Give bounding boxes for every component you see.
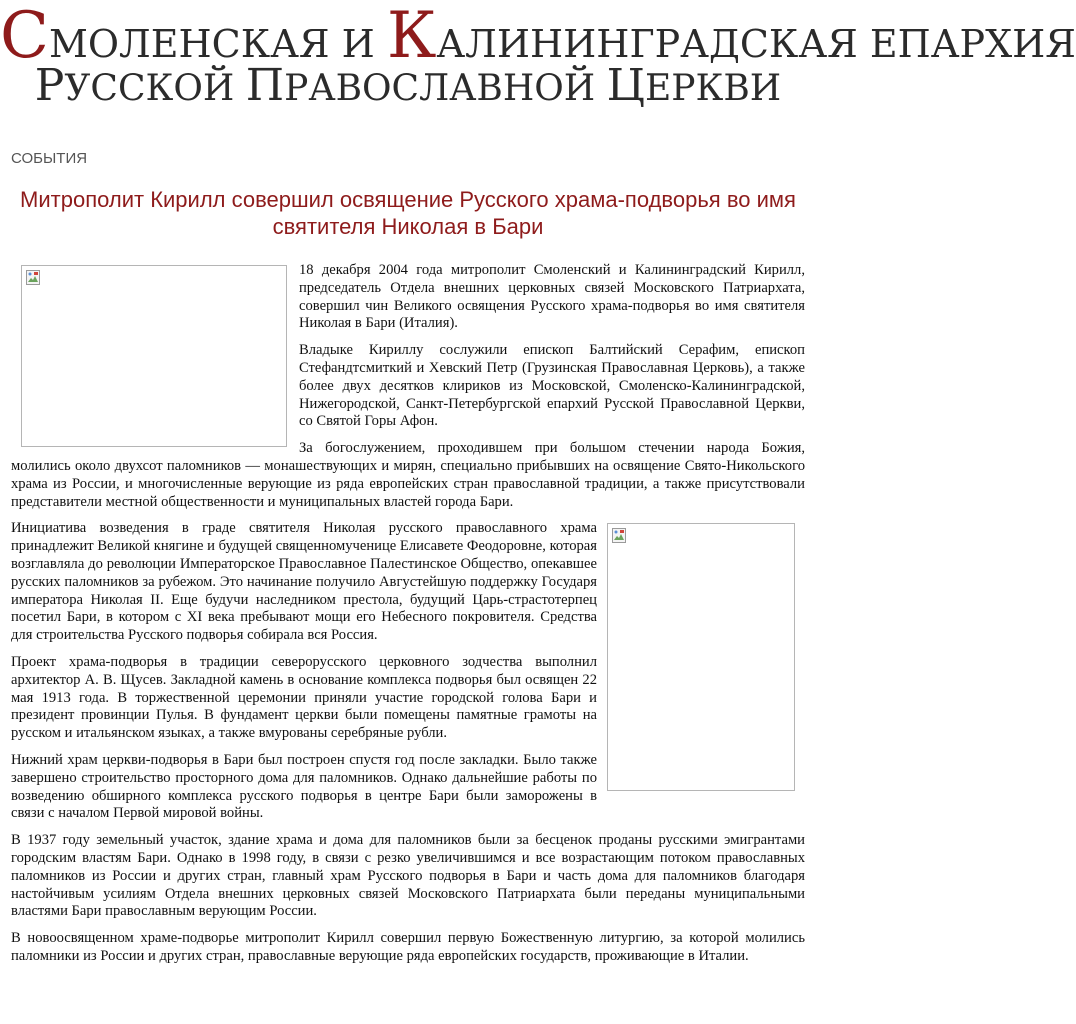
site-header bbox=[0, 0, 1076, 120]
article-body bbox=[11, 262, 805, 975]
article-image-left bbox=[21, 265, 287, 447]
article-paragraph: В новоосвященном храме-подворье митрополит Кирилл совершил первую Божественную литургию, за которой молились паломники из России и других стран, православные верующие ряда европейских государств, проживающие в Италии. bbox=[11, 930, 805, 964]
article-paragraph: За богослужением, проходившем при большом стечении народа Божия, молились около двухсот паломников — монашествующих и мирян, специально прибывших на освящение Свято-Никольского храма из России, и многочисленные верующие из ряда европейских стран православной традиции, а также присутствовали представители местной общественности и муниципальных властей города Бари. bbox=[11, 440, 805, 510]
article-paragraph: Инициатива возведения в граде святителя Николая русского православного храма принадлежит Великой княгине и будущей священномученице Елисавете Феодоровне, которая возглавляла до революции Императорское Православное Палестинское Общество, опекавшее русских паломников за рубежом. Это начинание получило Августейшую поддержку Государя императора Николая II. Еще будучи наследником престола, будущий Царь-страстотерпец посетил Бари, в котором с XI века пребывают мощи его Небесного покровителя. Средства для строительства Русского подворья собирала вся Россия. bbox=[11, 520, 597, 644]
logo-text-1b: АЛИНИНГРАДСКАЯ ЕПАРХИЯ bbox=[436, 22, 1076, 66]
article-paragraph: 18 декабря 2004 года митрополит Смоленский и Калининградский Кирилл, председатель Отдела внешних церковных связей Московского Патриархата, совершил чин Великого освящения Русского храма-подворья во имя святителя Николая в Бари (Италия). bbox=[299, 262, 805, 332]
article-paragraph: Нижний храм церкви-подворья в Бари был построен спустя год после закладки. Было также завершено строительство просторного дома для паломников. Однако дальнейшие работы по возведению обширного комплекса русского подворья в центре Бари были заморожены в связи с началом Первой мировой войны. bbox=[11, 751, 597, 822]
article-paragraph: Владыке Кириллу сослужили епископ Балтийский Серафим, епископ Стефандтсмиткий и Хевский Петр (Грузинская Православная Церковь), а также более двух десятков клириков из Московской, Смоленско-Калининградской, Нижегородской, Санкт-Петербургской епархий Русской Православной Церкви, со Святой Горы Афон. bbox=[299, 342, 805, 430]
article-paragraph: Проект храма-подворья в традиции северорусского церковного зодчества выполнил архитектор А. В. Щусев. Закладной камень в основание комплекса подворья был освящен 22 мая 1913 года. В торжественной церемонии приняли участие городской голова Бари и президент провинции Пулья. В фундамент церкви были помещены памятные грамоты на русском и итальянском языках, а также вмурованы серебряные рубли. bbox=[11, 653, 597, 742]
logo-initial-k: К bbox=[386, 0, 437, 73]
article-paragraph: В 1937 году земельный участок, здание храма и дома для паломников были за бесценок проданы русскими эмигрантами городским властям Бари. Однако в 1998 году, в связи с резко увеличившимся и все возрастающим потоком православных паломников из России и других стран, главный храм Русского подворья в Бари и часть дома для паломников благодаря настойчивым усилиям Отдела внешних церковных связей Московского Патриархата были переданы муниципальными властями Бари православным верующим России. bbox=[11, 832, 805, 920]
article-title: Митрополит Кирилл совершил освящение Русского храма-подворья во имя святителя Николая в Бари bbox=[20, 187, 796, 239]
broken-image-icon bbox=[26, 270, 40, 285]
logo-initial-ts: Ц bbox=[606, 60, 645, 111]
article-image-right bbox=[607, 523, 795, 791]
logo-text-2c: ЕРКВИ bbox=[644, 68, 782, 109]
diocese-name-line2[interactable] bbox=[0, 60, 816, 111]
logo-initial-s: С bbox=[0, 0, 49, 73]
logo-initial-p: П bbox=[245, 60, 285, 111]
section-label-events[interactable]: СОБЫТИЯ bbox=[11, 150, 88, 167]
logo-text-2a: УССКОЙ bbox=[64, 68, 246, 109]
broken-image-icon bbox=[612, 528, 626, 543]
logo-initial-r: Р bbox=[34, 60, 65, 111]
logo-text-1a: МОЛЕНСКАЯ И bbox=[48, 22, 387, 66]
logo-text-2b: РАВОСЛАВНОЙ bbox=[284, 68, 607, 109]
